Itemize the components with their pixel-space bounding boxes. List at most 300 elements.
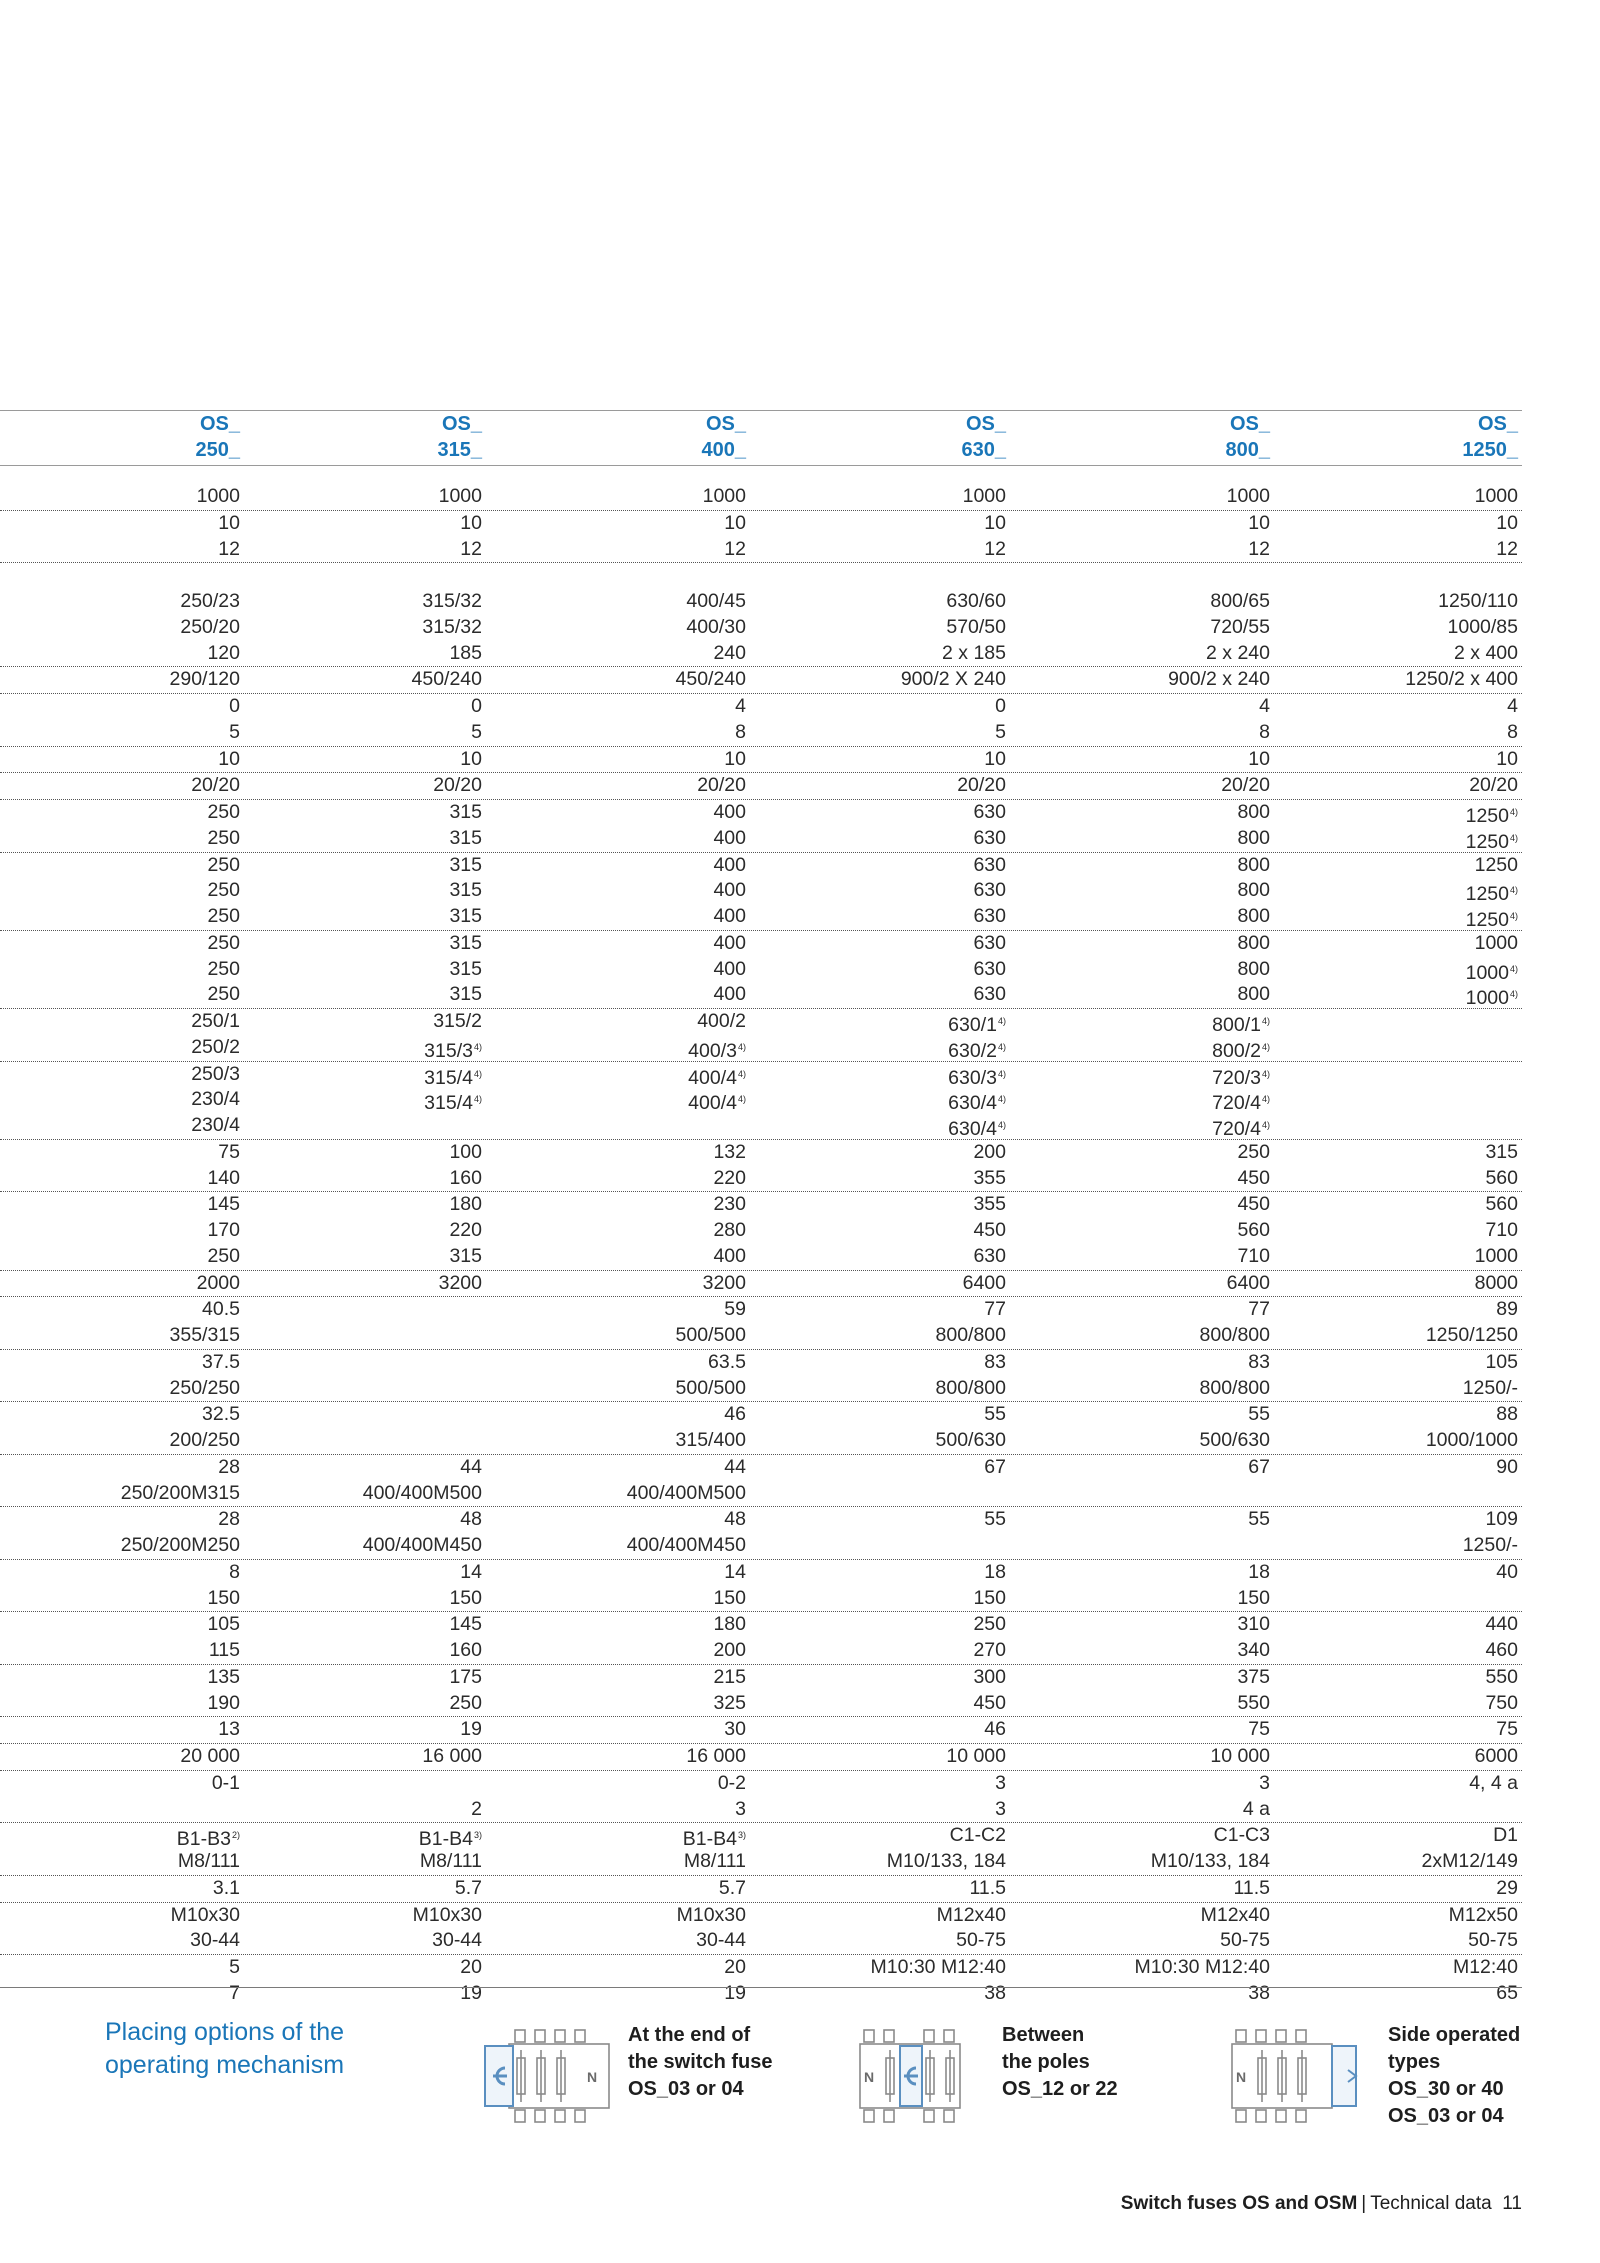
table-cell	[10, 1533, 240, 1559]
table-row	[0, 1560, 1522, 1586]
cell-value: 250	[207, 905, 240, 927]
table-cell	[516, 1428, 746, 1454]
table-cell	[776, 589, 1006, 615]
table-cell	[10, 641, 240, 667]
cell-value: 800	[1237, 983, 1270, 1006]
cell-value: 16 000	[686, 1745, 746, 1767]
table-cell	[516, 1297, 746, 1323]
cell-value: C1-C3	[1213, 1824, 1270, 1847]
cell-value: 29	[1496, 1876, 1518, 1899]
table-cell	[1288, 1244, 1518, 1270]
cell-value: 800/800	[935, 1376, 1006, 1399]
cell-value: M10x30	[676, 1903, 746, 1926]
cell-value: 1250/110	[1438, 590, 1518, 612]
cell-value: 215	[713, 1665, 746, 1688]
cell-value: 20/20	[697, 774, 746, 797]
cell-value: 20/20	[957, 774, 1006, 797]
cell-value: 250	[207, 801, 240, 823]
table-cell	[252, 1903, 482, 1929]
table-cell	[516, 878, 746, 904]
cell-value: 40	[1496, 1560, 1518, 1583]
cell-value: 180	[713, 1613, 746, 1636]
table-cell	[1040, 931, 1270, 957]
cell-value: 315/400	[675, 1429, 746, 1451]
footnote-marker: 4)	[737, 1041, 746, 1052]
cell-value: 120	[207, 641, 240, 664]
cell-value: M12x40	[936, 1903, 1006, 1926]
table-cell	[252, 1035, 482, 1065]
cell-value: 290/120	[169, 668, 240, 691]
cell-value: 30-44	[432, 1929, 482, 1952]
table-row	[0, 1402, 1522, 1428]
cell-value: 900/2 x 240	[1168, 668, 1270, 691]
cell-value: 11.5	[969, 1876, 1006, 1899]
cell-value: 1250	[1465, 909, 1509, 931]
cell-value: C1-C2	[949, 1824, 1006, 1847]
cell-value: 710	[1485, 1219, 1518, 1241]
caption-line: OS_03 or 04	[628, 2078, 744, 2100]
table-row	[0, 1849, 1522, 1876]
table-cell	[1288, 1507, 1518, 1533]
column-header-line2: 1250_	[1462, 439, 1518, 461]
table-cell	[776, 1323, 1006, 1349]
cell-value: 20/20	[1221, 774, 1270, 797]
table-cell	[1288, 1560, 1518, 1586]
table-cell	[776, 1717, 1006, 1743]
table-cell	[1288, 1612, 1518, 1638]
cell-value: 180	[449, 1193, 482, 1216]
table-cell	[10, 1009, 240, 1035]
table-cell	[10, 1350, 240, 1376]
table-cell	[1288, 853, 1518, 879]
cell-value: 270	[973, 1639, 1006, 1661]
table-cell	[1040, 1323, 1270, 1349]
table-cell	[776, 1638, 1006, 1664]
table-cell	[776, 1455, 1006, 1481]
table-cell	[1040, 1140, 1270, 1166]
table-cell	[1040, 1903, 1270, 1929]
cell-value: 560	[1485, 1166, 1518, 1189]
cell-value: 190	[207, 1691, 240, 1714]
cell-value: 630/3	[948, 1066, 997, 1089]
table-cell	[1288, 694, 1518, 720]
table-cell	[1288, 1297, 1518, 1323]
table-cell	[252, 1166, 482, 1192]
cell-value: 59	[724, 1298, 746, 1321]
placing-option-caption	[628, 2022, 772, 2103]
table-cell	[1040, 1823, 1270, 1849]
cell-value: 0-1	[211, 1771, 240, 1794]
cell-value: 250/200M315	[120, 1481, 240, 1504]
table-row	[0, 1903, 1522, 1929]
table-cell	[516, 747, 746, 773]
cell-value: 630	[973, 1244, 1006, 1267]
table-cell	[516, 1455, 746, 1481]
table-cell	[10, 1507, 240, 1533]
cell-value: 0-2	[717, 1771, 746, 1794]
cell-value: 400/4	[688, 1092, 737, 1115]
cell-value: 18	[984, 1560, 1006, 1583]
table-cell	[10, 1271, 240, 1297]
cell-value: 18	[1248, 1560, 1270, 1583]
table-cell	[10, 1928, 240, 1954]
table-cell	[1288, 537, 1518, 563]
table-cell	[1288, 1350, 1518, 1376]
table-cell	[776, 1744, 1006, 1770]
cell-value: 12	[1496, 537, 1518, 560]
table-cell	[10, 1035, 240, 1061]
table-cell	[516, 537, 746, 563]
table-cell	[1040, 1428, 1270, 1454]
table-cell	[10, 982, 240, 1008]
cell-value: M10/133, 184	[886, 1850, 1006, 1872]
cell-value: 250	[207, 1244, 240, 1267]
cell-value: 4	[1507, 695, 1518, 717]
cell-value: 20 000	[180, 1745, 240, 1767]
table-cell	[252, 957, 482, 983]
table-cell	[776, 853, 1006, 879]
footnote-marker: 4)	[473, 1094, 482, 1105]
cell-value: 75	[218, 1140, 240, 1163]
cell-value: 10	[724, 511, 746, 534]
table-cell	[776, 1955, 1006, 1981]
cell-value: 400	[713, 931, 746, 954]
table-cell	[1288, 1428, 1518, 1454]
cell-value: 1000	[1474, 485, 1518, 507]
cell-value: 250/200M250	[120, 1534, 240, 1556]
table-cell	[776, 982, 1006, 1008]
table-cell	[1040, 1612, 1270, 1638]
table-cell	[516, 1560, 746, 1586]
table-cell	[252, 1612, 482, 1638]
table-cell	[1288, 511, 1518, 537]
cell-value: 90	[1496, 1455, 1518, 1478]
table-cell	[776, 1166, 1006, 1192]
column-header-line1: OS_	[441, 413, 482, 435]
table-cell	[516, 826, 746, 852]
cell-value: 4	[1259, 695, 1270, 717]
footnote-marker: 4)	[997, 1094, 1006, 1105]
cell-value: 8	[735, 720, 746, 743]
table-cell	[516, 931, 746, 957]
table-cell	[252, 667, 482, 693]
cell-value: M10x30	[412, 1903, 482, 1926]
table-row	[0, 667, 1522, 694]
table-cell	[252, 615, 482, 641]
cell-value: 800	[1237, 957, 1270, 980]
cell-value: 315/2	[433, 1010, 482, 1032]
table-cell	[252, 720, 482, 746]
cell-value: 55	[984, 1403, 1006, 1426]
cell-value: 10	[1248, 747, 1270, 770]
table-cell	[252, 1481, 482, 1507]
table-cell	[776, 1771, 1006, 1797]
table-cell	[1040, 1192, 1270, 1218]
cell-value: 160	[449, 1639, 482, 1661]
cell-value: 800	[1237, 931, 1270, 954]
table-cell	[10, 1297, 240, 1323]
cell-value: 50-75	[956, 1929, 1006, 1952]
table-row	[0, 957, 1522, 983]
table-cell	[10, 1481, 240, 1507]
table-row	[0, 773, 1522, 800]
table-row	[0, 511, 1522, 537]
table-cell	[1040, 1402, 1270, 1428]
footnote-marker: 4)	[1509, 807, 1518, 817]
column-header-315	[382, 411, 482, 463]
cell-value: 1000	[1474, 1244, 1518, 1267]
table-cell	[1288, 1876, 1518, 1902]
caption-line: the poles	[1002, 2051, 1090, 2073]
cell-value: 375	[1237, 1665, 1270, 1688]
table-cell	[776, 904, 1006, 930]
caption-line: OS_12 or 22	[1002, 2078, 1118, 2100]
cell-value: 400	[713, 1244, 746, 1267]
table-row	[0, 1192, 1522, 1218]
table-cell	[776, 694, 1006, 720]
cell-value: 105	[1485, 1350, 1518, 1373]
table-row	[0, 641, 1522, 668]
table-row	[0, 694, 1522, 720]
cell-value: 20/20	[191, 774, 240, 797]
table-cell	[1288, 641, 1518, 667]
table-cell	[776, 1612, 1006, 1638]
table-cell	[10, 1903, 240, 1929]
table-cell	[1040, 904, 1270, 930]
cell-value: 200/250	[169, 1429, 240, 1451]
column-header-line2: 250_	[195, 439, 240, 461]
cell-value: 1250/2 x 400	[1405, 668, 1518, 691]
table-cell	[1288, 1849, 1518, 1875]
table-cell	[776, 1981, 1006, 2007]
cell-value: 550	[1237, 1691, 1270, 1714]
table-cell	[1040, 1271, 1270, 1297]
table-header	[0, 410, 1522, 466]
table-cell	[1288, 1955, 1518, 1981]
cell-value: 500/630	[1199, 1429, 1270, 1451]
cell-value: 2 x 240	[1206, 641, 1270, 664]
cell-value: 630	[973, 905, 1006, 927]
cell-value: 2 x 400	[1454, 641, 1518, 664]
cell-value: 2000	[196, 1271, 240, 1294]
cell-value: 0	[471, 695, 482, 717]
table-row	[0, 931, 1522, 957]
table-cell	[1040, 1455, 1270, 1481]
table-cell	[1040, 957, 1270, 983]
table-cell	[10, 694, 240, 720]
cell-value: 560	[1237, 1219, 1270, 1241]
table-cell	[516, 1035, 746, 1065]
page-footer	[1121, 2193, 1522, 2215]
table-cell	[516, 957, 746, 983]
cell-value: 170	[207, 1219, 240, 1241]
table-cell	[252, 826, 482, 852]
cell-value: 10	[1248, 511, 1270, 534]
cell-value: 10	[218, 511, 240, 534]
cell-value: 77	[984, 1298, 1006, 1321]
table-cell	[516, 1507, 746, 1533]
table-row	[0, 537, 1522, 564]
cell-value: 710	[1237, 1244, 1270, 1267]
table-cell	[516, 1981, 746, 2007]
footnote-marker: 4)	[473, 1068, 482, 1079]
footnote-marker: 4)	[1509, 885, 1518, 896]
cell-value: 800	[1237, 801, 1270, 823]
column-header-line2: 630_	[961, 439, 1006, 461]
table-cell	[10, 773, 240, 799]
cell-value: 1250	[1465, 883, 1509, 906]
caption-line: OS_03 or 04	[1388, 2105, 1504, 2127]
cell-value: 100	[449, 1140, 482, 1163]
table-cell	[10, 1140, 240, 1166]
cell-value: M8/111	[177, 1850, 240, 1872]
cell-value: 38	[984, 1981, 1006, 2004]
table-cell	[516, 667, 746, 693]
cell-value: 630	[973, 983, 1006, 1006]
cell-value: M8/111	[683, 1850, 746, 1872]
cell-value: 10	[460, 511, 482, 534]
cell-value: 250	[207, 983, 240, 1006]
cell-value: 55	[1248, 1403, 1270, 1426]
table-cell	[1288, 1744, 1518, 1770]
table-row	[0, 1218, 1522, 1244]
cell-value: 5	[229, 720, 240, 743]
switch-fuse-end-diagram	[483, 2028, 615, 2124]
cell-value: 630/1	[948, 1014, 997, 1036]
table-row	[0, 1823, 1522, 1849]
table-cell	[516, 1691, 746, 1717]
cell-value: 20	[724, 1956, 746, 1978]
cell-value: 55	[984, 1508, 1006, 1531]
table-cell	[516, 982, 746, 1008]
table-cell	[252, 1507, 482, 1533]
footnote-marker: 4)	[1509, 989, 1518, 1000]
table-cell	[252, 747, 482, 773]
table-cell	[10, 720, 240, 746]
footnote-marker: 2)	[231, 1830, 240, 1841]
table-row	[0, 1981, 1522, 2007]
table-cell	[516, 1744, 746, 1770]
table-cell	[1288, 773, 1518, 799]
table-cell	[10, 800, 240, 826]
cell-value: 325	[713, 1691, 746, 1714]
column-header-250	[140, 411, 240, 463]
table-cell	[1040, 537, 1270, 563]
cell-value: 1250/-	[1462, 1376, 1518, 1399]
cell-value: 500/630	[935, 1429, 1006, 1451]
table-row	[0, 1140, 1522, 1166]
cell-value: 315	[449, 983, 482, 1006]
table-cell	[516, 1771, 746, 1797]
table-row	[0, 1612, 1522, 1638]
cell-value: 145	[449, 1613, 482, 1636]
table-cell	[776, 1903, 1006, 1929]
table-cell	[252, 484, 482, 510]
table-row	[0, 1928, 1522, 1955]
cell-value: 400/400M450	[362, 1534, 482, 1556]
table-cell	[776, 1350, 1006, 1376]
cell-value: 19	[460, 1718, 482, 1741]
table-row	[0, 563, 1522, 589]
cell-value: 75	[1496, 1718, 1518, 1741]
cell-value: 400/4	[688, 1066, 737, 1089]
cell-value: 12	[984, 537, 1006, 560]
cell-value: 630	[973, 879, 1006, 902]
table-cell	[1288, 1402, 1518, 1428]
cell-value: 630	[973, 853, 1006, 876]
cell-value: 355	[973, 1166, 1006, 1189]
table-cell	[10, 511, 240, 537]
table-cell	[1040, 1771, 1270, 1797]
cell-value: 5	[229, 1956, 240, 1978]
cell-value: M10x30	[170, 1903, 240, 1926]
table-cell	[516, 511, 746, 537]
cell-value: 400/400M500	[362, 1481, 482, 1504]
footer-separator: |	[1361, 2193, 1367, 2214]
table-cell	[252, 1797, 482, 1823]
technical-data-table	[0, 484, 1522, 2007]
table-row	[0, 1297, 1522, 1323]
cell-value: 3	[735, 1797, 746, 1820]
table-cell	[1288, 1140, 1518, 1166]
table-cell	[516, 1928, 746, 1954]
cell-value: 250	[207, 853, 240, 876]
cell-value: 230/4	[191, 1114, 240, 1136]
table-cell	[776, 641, 1006, 667]
table-cell	[10, 1087, 240, 1113]
cell-value: 450	[973, 1219, 1006, 1241]
column-header-line1: OS_	[199, 413, 240, 435]
table-cell	[516, 1955, 746, 1981]
column-header-1250	[1418, 411, 1518, 463]
cell-value: 3.1	[212, 1876, 240, 1899]
table-cell	[10, 1665, 240, 1691]
cell-value: 460	[1485, 1639, 1518, 1661]
cell-value: 720/4	[1212, 1092, 1261, 1115]
table-cell	[776, 1402, 1006, 1428]
cell-value: 8	[1507, 720, 1518, 743]
cell-value: 1250/1250	[1425, 1324, 1518, 1346]
cell-value: 315	[449, 826, 482, 849]
table-cell	[516, 1166, 746, 1192]
table-cell	[1040, 667, 1270, 693]
cell-value: 720/4	[1212, 1118, 1261, 1140]
table-cell	[252, 1140, 482, 1166]
cell-value: 800/2	[1212, 1039, 1261, 1062]
cell-value: 315/3	[424, 1039, 473, 1062]
table-cell	[10, 1218, 240, 1244]
footnote-marker: 4)	[1261, 1120, 1270, 1130]
placing-option-caption	[1002, 2022, 1118, 2103]
table-cell	[252, 1744, 482, 1770]
table-cell	[1040, 1376, 1270, 1402]
table-cell	[252, 1717, 482, 1743]
column-header-400	[646, 411, 746, 463]
cell-value: 400	[713, 826, 746, 849]
table-cell	[10, 537, 240, 563]
cell-value: 315	[449, 879, 482, 902]
cell-value: 400	[713, 801, 746, 823]
cell-value: 300	[973, 1665, 1006, 1688]
table-cell	[252, 511, 482, 537]
cell-value: 83	[984, 1350, 1006, 1373]
cell-value: 5.7	[718, 1876, 746, 1899]
cell-value: 200	[713, 1639, 746, 1661]
table-cell	[1288, 904, 1518, 934]
cell-value: 185	[449, 641, 482, 664]
table-row	[0, 1481, 1522, 1508]
table-row	[0, 484, 1522, 511]
